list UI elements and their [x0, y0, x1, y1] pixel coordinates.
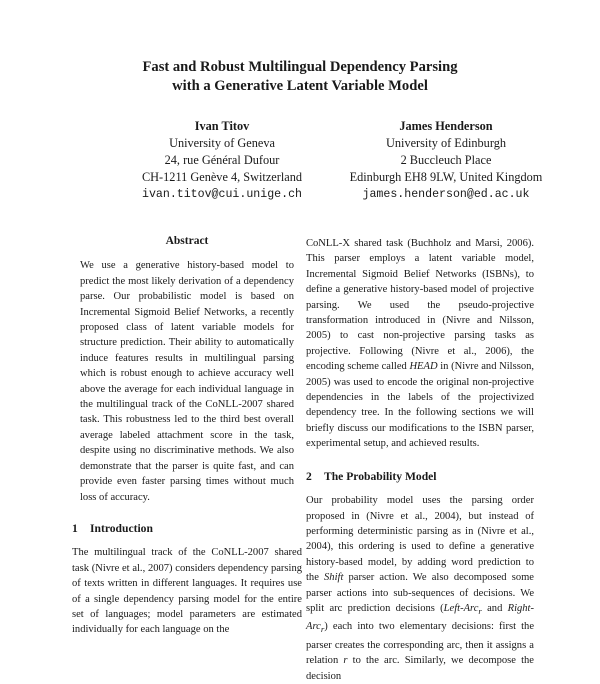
section-2-text: Our probability model uses the parsing order proposed in (Nivre et al., 2004), but instead of performing deterministic parsing as in (Nivre et al., 2004), this ordering is used to define a generative history-based model, by adding word prediction to the Shift parser action. We also decomposed some parser actions into sub-sequences of decisions. We split arc prediction decisions (Left-Arc$_r$ and Right-Arc$_r$) each into two elementary decisions: first the parser creates the corresponding arc, then it assigns a relation r to the arc. Similarly, we decompose the decision [306, 495, 534, 682]
author-affiliation: University of Geneva [169, 136, 275, 150]
author-email: ivan.titov@cui.unige.ch [141, 188, 303, 201]
author-block-2 [328, 118, 564, 203]
author-name: Ivan Titov [194, 119, 250, 133]
relation-symbol: r [343, 655, 348, 667]
right-column [306, 236, 534, 684]
abstract-text: We use a generative history-based model to predict the most likely derivation of a dependency parse. Our probabilistic model is based on Incremental Sigmoid Belief Networks, a recently proposed class of latent variable models for structure prediction. Their ability to automatically induce features results in multilingual parsing which is robust enough to achieve accuracy well above the average for each individual language in the multilingual track of the CoNLL-2007 shared task. This robustness led to the third best overall average labeled attachment score in the task, despite using no discriminative methods. We also demonstrate that the parser is quite fast, and can provide even faster parsing times without much loss of accuracy. [80, 260, 294, 503]
author-affiliation: University of Edinburgh [386, 136, 506, 150]
left-arc-term: Left-Arc$_r$ [443, 602, 482, 617]
left-column [72, 234, 302, 638]
intro-continuation: CoNLL-X shared task (Buchholz and Marsi, 2006). This parser employs a latent variable model, Incremental Sigmoid Belief Networks (ISBNs), to define a generative history-based model of projective parsing. We used the pseudo-projective transformation introduced in (Nivre and Nilsson, 2005) to cast non-projective parsing tasks as projective. Following (Nivre et al., 2006), the encoding scheme called HEAD in (Nivre and Nilsson, 2005) was used to encode the original non-projective dependencies in the labels of the projectivized dependency tree. In the following sections we will briefly discuss our modifications to the ISBN parser, experimental setup, and achieved results. [306, 238, 535, 450]
section-title: Introduction [90, 521, 153, 535]
section-2-heading [306, 469, 534, 484]
author-address: 2 Buccleuch Place [400, 153, 492, 167]
head-term: HEAD [409, 361, 438, 373]
right-arc-term: Right-Arc$_r$ [306, 602, 534, 635]
title-line-1: Fast and Robust Multilingual Dependency Parsing [142, 59, 458, 75]
title-line-2: with a Generative Latent Variable Model [172, 78, 428, 94]
author-name: James Henderson [399, 119, 493, 133]
shift-term: Shift [324, 572, 344, 584]
abstract-heading: Abstract [165, 235, 209, 247]
section-1-text: The multilingual track of the CoNLL-2007 shared task (Nivre et al., 2007) considers dependency parsing of texts written in different languages. It requires use of a single dependency parsing model for the entire set of languages; model parameters are estimated individually for each language on the [72, 547, 302, 636]
author-city: Edinburgh EH8 9LW, United Kingdom [349, 170, 543, 184]
author-block-1 [108, 118, 336, 203]
section-1-heading [72, 521, 302, 536]
section-number: 1 [72, 521, 78, 535]
author-address: 24, rue Général Dufour [164, 153, 280, 167]
author-email: james.henderson@ed.ac.uk [362, 188, 530, 201]
author-city: CH-1211 Genève 4, Switzerland [141, 170, 303, 184]
section-title: The Probability Model [324, 469, 437, 483]
section-number: 2 [306, 469, 312, 483]
paper-title [0, 58, 600, 96]
